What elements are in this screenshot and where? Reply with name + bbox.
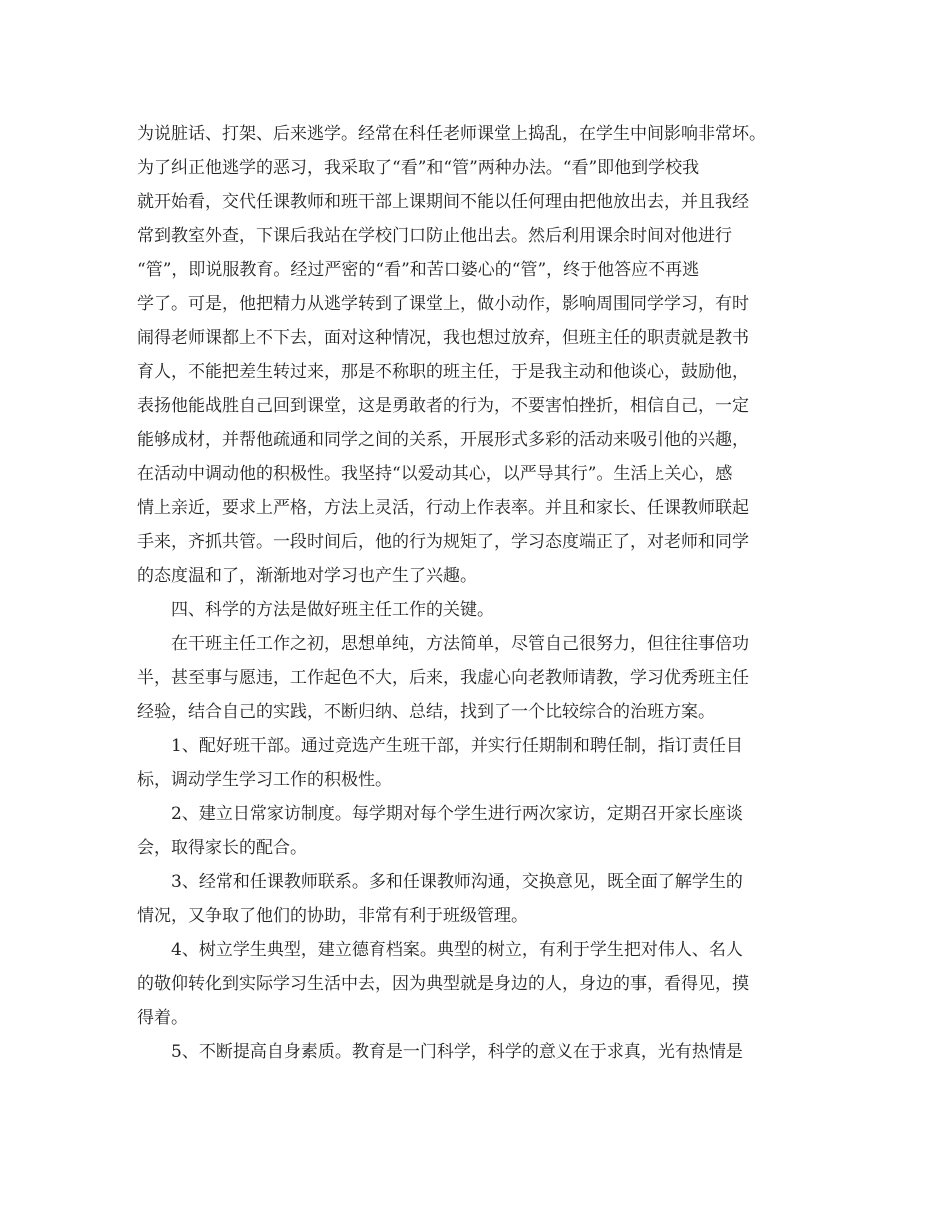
text-line: 在活动中调动他的积极性。我坚持“以爱动其心，以严导其行”。生活上关心，感	[137, 464, 733, 484]
text-line: 半，甚至事与愿违，工作起色不大，后来，我虚心向老教师请教，学习优秀班主任	[137, 668, 749, 688]
text-line: 4、树立学生典型，建立德育档案。典型的树立，有利于学生把对伟人、名人	[171, 940, 743, 960]
text-line: 在干班主任工作之初，思想单纯，方法简单，尽管自己很努力，但往往事倍功	[171, 634, 749, 654]
text-line: 5、不断提高自身素质。教育是一门科学，科学的意义在于求真，光有热情是	[171, 1042, 743, 1062]
text-line: 为说脏话、打架、后来逃学。经常在科任老师课堂上捣乱，在学生中间影响非常坏。	[137, 124, 766, 144]
text-line: 育人，不能把差生转过来，那是不称职的班主任，于是我主动和他谈心，鼓励他，	[137, 362, 749, 382]
text-line: 学了。可是，他把精力从逃学转到了课堂上，做小动作，影响周围同学学习，有时	[137, 294, 749, 314]
text-line: 得着。	[137, 1008, 188, 1028]
document-body	[137, 117, 827, 1069]
text-line: 2、建立日常家访制度。每学期对每个学生进行两次家访，定期召开家长座谈	[171, 804, 743, 824]
text-line: 就开始看，交代任课教师和班干部上课期间不能以任何理由把他放出去，并且我经	[137, 192, 749, 212]
text-line: 情况，又争取了他们的协助，非常有利于班级管理。	[137, 906, 528, 926]
text-line: 3、经常和任课教师联系。多和任课教师沟通，交换意见，既全面了解学生的	[171, 872, 743, 892]
text-line: 常到教室外查，下课后我站在学校门口防止他出去。然后利用课余时间对他进行	[137, 226, 732, 246]
text-line: 闹得老师课都上不下去，面对这种情况，我也想过放弃，但班主任的职责就是教书	[137, 328, 749, 348]
text-line: 能够成材，并帮他疏通和同学之间的关系，开展形式多彩的活动来吸引他的兴趣，	[137, 430, 749, 450]
text-line: 情上亲近，要求上严格，方法上灵活，行动上作表率。并且和家长、任课教师联起	[137, 498, 749, 518]
text-line: 为了纠正他逃学的恶习，我采取了“看”和“管”两种办法。“看”即他到学校我	[137, 158, 700, 178]
text-line: 经验，结合自己的实践，不断归纳、总结，找到了一个比较综合的治班方案。	[137, 702, 715, 722]
text-line: “管”，即说服教育。经过严密的“看”和苦口婆心的“管”，终于他答应不再逃	[137, 260, 700, 280]
text-line: 的敬仰转化到实际学习生活中去，因为典型就是身边的人，身边的事，看得见，摸	[137, 974, 749, 994]
text-line: 的态度温和了，渐渐地对学习也产生了兴趣。	[137, 566, 477, 586]
text-line: 标，调动学生学习工作的积极性。	[137, 770, 392, 790]
text-line: 表扬他能战胜自己回到课堂，这是勇敢者的行为，不要害怕挫折，相信自己，一定	[137, 396, 749, 416]
text-line: 会，取得家长的配合。	[137, 838, 307, 858]
text-line: 手来，齐抓共管。一段时间后，他的行为规矩了，学习态度端正了，对老师和同学	[137, 532, 749, 552]
text-line: 四、科学的方法是做好班主任工作的关键。	[171, 600, 494, 620]
text-line: 1、配好班干部。通过竞选产生班干部，并实行任期制和聘任制，指订责任目	[171, 736, 743, 756]
